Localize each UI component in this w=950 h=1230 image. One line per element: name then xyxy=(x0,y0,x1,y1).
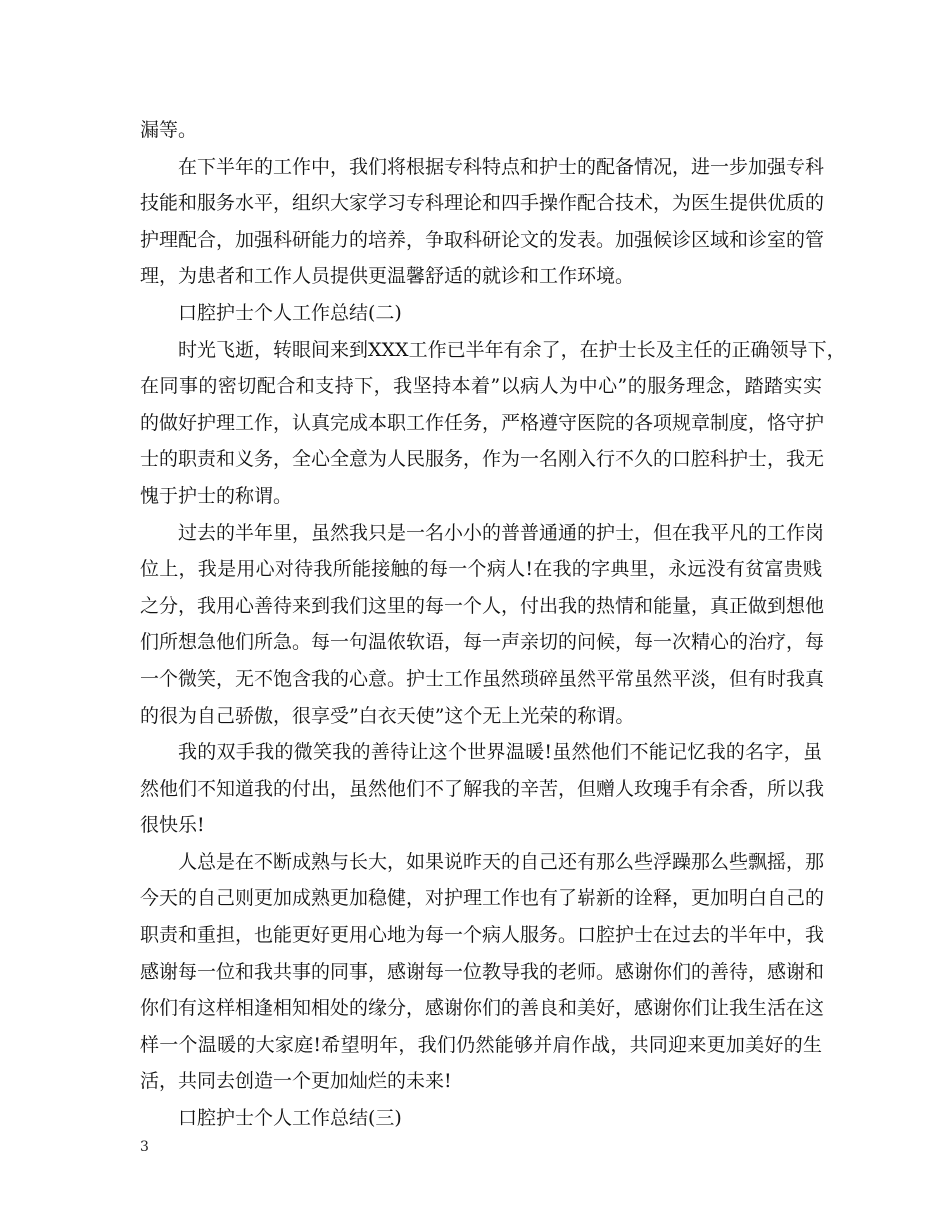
paragraph-first-line: 在下半年的工作中，我们将根据专科特点和护士的配备情况，进一步加强专科 xyxy=(178,155,825,178)
section-heading: 口腔护士个人工作总结(二) xyxy=(178,301,402,324)
text-line: 护理配合，加强科研能力的培养，争取科研论文的发表。加强候诊区域和诊室的管 xyxy=(140,228,825,251)
text-line: 感谢每一位和我共事的同事，感谢每一位教导我的老师。感谢你们的善待，感谢和 xyxy=(140,960,825,983)
text-line: 样一个温暖的大家庭!希望明年，我们仍然能够并肩作战，共同迎来更加美好的生 xyxy=(140,1033,822,1056)
page-number: 3 xyxy=(140,1139,149,1155)
text-line: 今天的自己则更加成熟更加稳健，对护理工作也有了崭新的诠释，更加明白自己的 xyxy=(140,887,825,910)
text-line: 的很为自己骄傲，很享受”白衣天使”这个无上光荣的称谓。 xyxy=(140,704,635,727)
text-line: 之分，我用心善待来到我们这里的每一个人，付出我的热情和能量，真正做到想他 xyxy=(140,594,825,617)
text-line: 的做好护理工作，认真完成本职工作任务，严格遵守医院的各项规章制度，恪守护 xyxy=(140,411,825,434)
text-line: 士的职责和义务，全心全意为人民服务，作为一名刚入行不久的口腔科护士，我无 xyxy=(140,448,825,471)
text-line: 很快乐! xyxy=(140,814,205,837)
document-body xyxy=(140,112,846,1137)
text-line: 愧于护士的称谓。 xyxy=(140,484,293,507)
text-line: 技能和服务水平，组织大家学习专科理论和四手操作配合技术，为医生提供优质的 xyxy=(140,192,825,215)
text-line: 理，为患者和工作人员提供更温馨舒适的就诊和工作环境。 xyxy=(140,265,635,288)
text-line: 们所想急他们所急。每一句温侬软语，每一声亲切的问候，每一次精心的治疗，每 xyxy=(140,631,825,654)
text-line: 一个微笑，无不饱含我的心意。护士工作虽然琐碎虽然平常虽然平淡，但有时我真 xyxy=(140,667,825,690)
paragraph-first-line: 时光飞逝，转眼间来到XXX工作已半年有余了，在护士长及主任的正确领导下， xyxy=(178,338,846,361)
paragraph-first-line: 过去的半年里，虽然我只是一名小小的普普通通的护士，但在我平凡的工作岗 xyxy=(178,521,825,544)
paragraph-first-line: 人总是在不断成熟与长大，如果说昨天的自己还有那么些浮躁那么些飘摇，那 xyxy=(178,850,825,873)
section-heading: 口腔护士个人工作总结(三) xyxy=(178,1107,402,1130)
text-line: 位上，我是用心对待我所能接触的每一个病人!在我的字典里，永远没有贫富贵贱 xyxy=(140,558,822,581)
text-line: 你们有这样相逢相知相处的缘分，感谢你们的善良和美好，感谢你们让我生活在这 xyxy=(140,997,825,1020)
text-line: 漏等。 xyxy=(140,119,198,141)
paragraph-first-line: 我的双手我的微笑我的善待让这个世界温暖!虽然他们不能记忆我的名字，虽 xyxy=(178,741,822,764)
text-line: 在同事的密切配合和支持下，我坚持本着”以病人为中心”的服务理念，踏踏实实 xyxy=(140,375,822,398)
text-line: 活，共同去创造一个更加灿烂的未来! xyxy=(140,1070,452,1093)
text-line: 职责和重担，也能更好更用心地为每一个病人服务。口腔护士在过去的半年中，我 xyxy=(140,924,825,947)
text-line: 然他们不知道我的付出，虽然他们不了解我的辛苦，但赠人玫瑰手有余香，所以我 xyxy=(140,777,825,800)
